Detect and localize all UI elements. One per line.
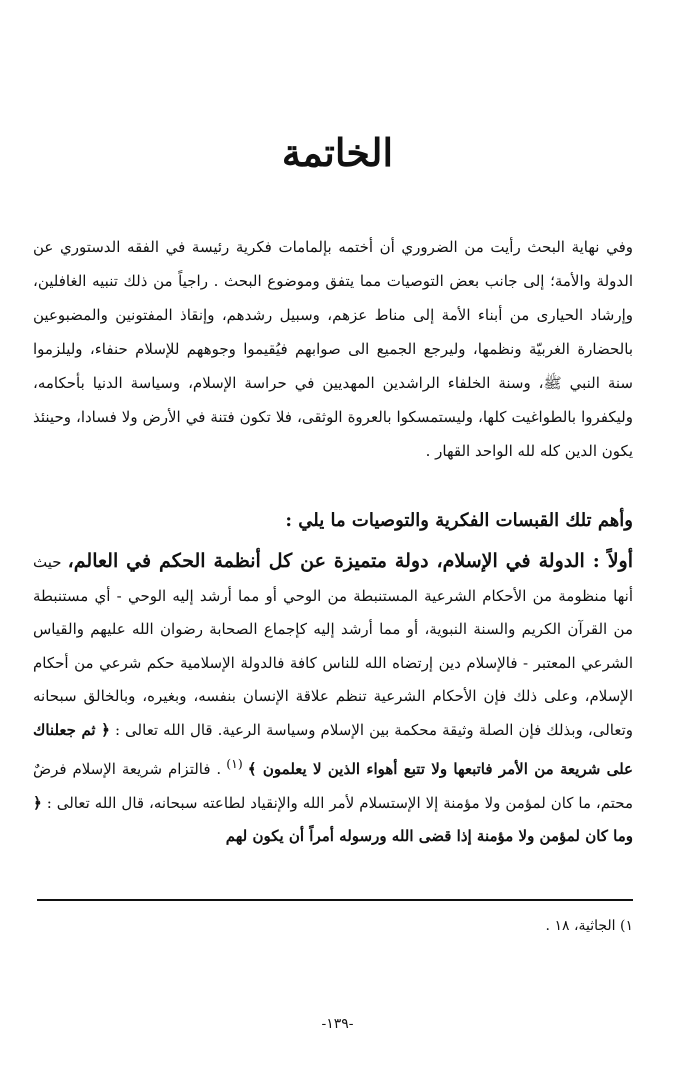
page-number: -١٣٩- <box>321 1016 354 1032</box>
footnote-divider <box>37 899 633 901</box>
page-title: الخاتمة <box>281 130 394 175</box>
point-one-lead: أولاً : الدولة في الإسلام، دولة متميزة عن كل أنظمة الحكم في العالم، <box>67 550 633 572</box>
point-one-text-continued: . فالتزام شريعة الإسلام فرضٌ محتم، ما كان لمؤمن ولا مؤمنة إلا الإستسلام لأمر الله والإنقياد لطاعته سبحانه، قال الله تعالى : <box>33 760 633 812</box>
point-one-paragraph <box>33 545 633 854</box>
footnote: ١) الجاثية، ١٨ . <box>545 918 633 934</box>
footnote-reference: (١) <box>221 756 248 771</box>
quran-quote-two: ﴿ وما كان لمؤمن ولا مؤمنة إذا قضى الله ورسوله أمراً أن يكون لهم <box>33 793 633 845</box>
quran-quote-one: ﴿ ثم جعلناك على شريعة من الأمر فاتبعها ولا تتبع أهواء الذين لا يعلمون ﴾ <box>33 720 633 778</box>
section-heading: وأهم تلك القبسات الفكرية والتوصيات ما يلي : <box>285 510 633 531</box>
intro-paragraph: وفي نهاية البحث رأيت من الضروري أن أختمه بإلمامات فكرية رئيسة في الفقه الدستوري عن الدولة والأمة؛ إلى جانب بعض التوصيات مما يتفق وموضوع البحث . راجياً من ذلك تنبيه الغافلين، وإرشاد الحيارى من أبناء الأمة إلى مناط عزهم، وسبيل رشدهم، وإنقاذ المفتونين والمضبوعين بالحضارة الغربيّة ونظمها، وليرجع الجميع الى صوابهم فيُقيموا وجوههم للإسلام حنفاء، وليلزموا سنة النبي ﷺ، وسنة الخلفاء الراشدين المهديين في حراسة الإسلام، وسياسة الدنيا بأحكامه، وليكفروا بالطواغيت كلها، وليستمسكوا بالعروة الوثقى، فلا تكون فتنة في الأرض ولا فسادا، وحينئذ يكون الدين كله لله الواحد القهار . <box>33 238 633 460</box>
point-one-text: حيث أنها منظومة من الأحكام الشرعية المستنبطة من الوحي أو مما أرشد إليه الوحي - أي مستنبطة من القرآن الكريم والسنة النبوية، أو مما أرشد إليه كإجماع الصحابة رضوان الله عليهم والقياس الشرعي المعتبر - فالإسلام دين إرتضاه الله للناس كافة فالدولة الإسلامية حكم شرعي من أحكام الإسلام، وعلى ذلك فإن الأحكام الشرعية تنظم علاقة الإنسان بنفسه، وبغيره، وبالخالق سبحانه وتعالى، وبذلك فإن الصلة وثيقة محكمة بين الإسلام وسياسة الرعية. قال الله تعالى : <box>33 553 633 739</box>
